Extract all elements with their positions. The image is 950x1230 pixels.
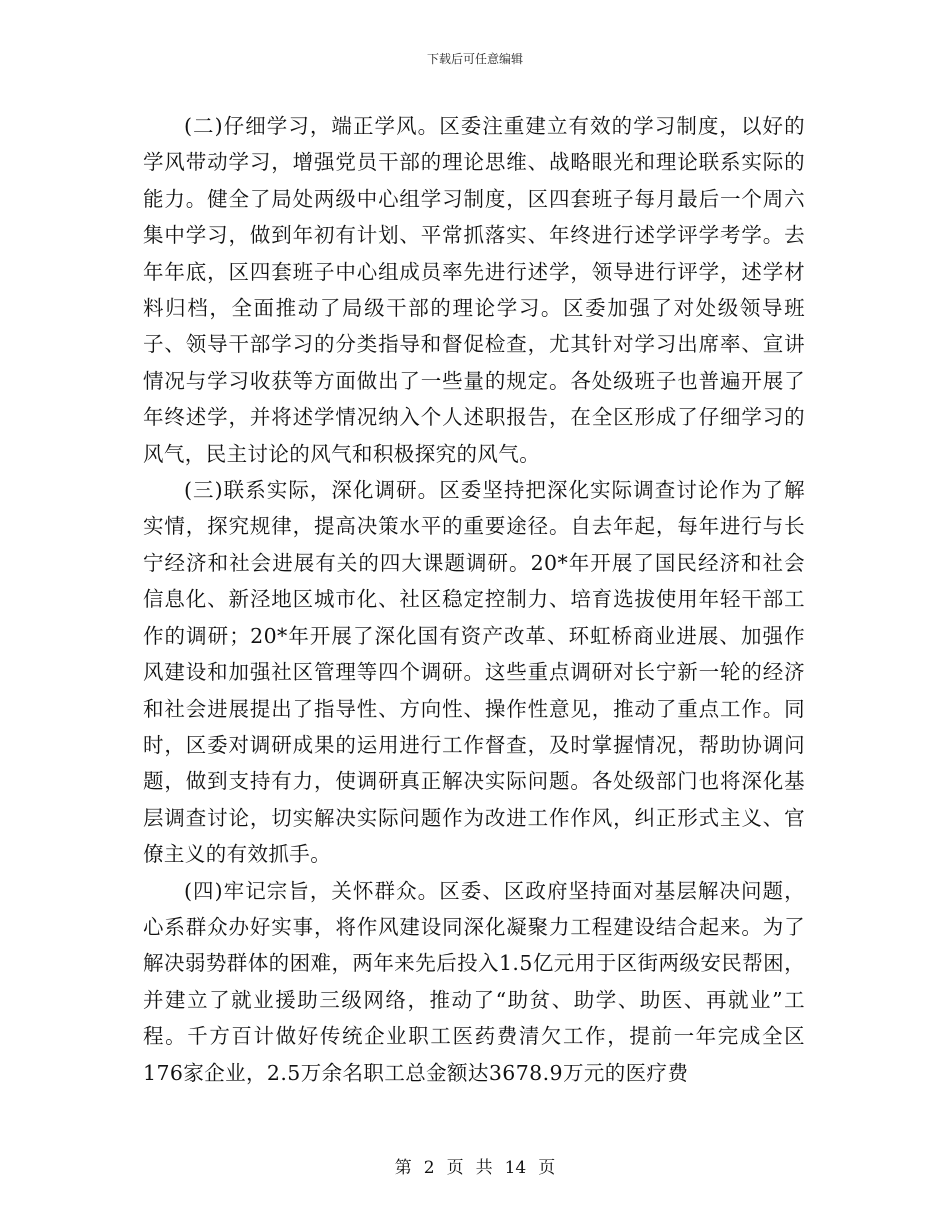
- paragraph-study: (二)仔细学习，端正学风。区委注重建立有效的学习制度，以好的学风带动学习，增强党员干部的理论思维、战略眼光和理论联系实际的能力。健全了局处两级中心组学习制度，区四套班子每月最后一个周六集中学习，做到年初有计划、平常抓落实、年终进行述学评学考学。去年年底，区四套班子中心组成员率先进行述学，领导进行评学，述学材料归档，全面推动了局级干部的理论学习。区委加强了对处级领导班子、领导干部学习的分类指导和督促检查，尤其针对学习出席率、宣讲情况与学习收获等方面做出了一些量的规定。各处级班子也普遍开展了年终述学，并将述学情况纳入个人述职报告，在全区形成了仔细学习的风气，民主讨论的风气和积极探究的风气。: [143, 114, 805, 466]
- page-unit: 页: [446, 1158, 464, 1178]
- total-prefix: 共: [475, 1158, 493, 1178]
- page-footer: [0, 1153, 950, 1178]
- current-page-number: 2: [423, 1158, 435, 1178]
- body-text: [143, 108, 805, 1091]
- paragraph-masses: (四)牢记宗旨，关怀群众。区委、区政府坚持面对基层解决问题，心系群众办好实事，将作风建设同深化凝聚力工程建设结合起来。为了解决弱势群体的困难，两年来先后投入1.5亿元用于区街两级安民帮困，并建立了就业援助三级网络，推动了“助贫、助学、助医、再就业”工程。千方百计做好传统企业职工医药费清欠工作，提前一年完成全区176家企业，2.5万余名职工总金额达3678.9万元的医疗费: [143, 878, 805, 1085]
- total-unit: 页: [538, 1158, 556, 1178]
- page-prefix: 第: [394, 1158, 412, 1178]
- header-note: 下载后可任意编辑: [426, 52, 523, 66]
- paragraph-research: (三)联系实际，深化调研。区委坚持把深化实际调查讨论作为了解实情，探究规律，提高决策水平的重要途径。自去年起，每年进行与长宁经济和社会进展有关的四大课题调研。20*年开展了国民经济和社会信息化、新泾地区城市化、社区稳定控制力、培育选拔使用年轻干部工作的调研；20*年开展了深化国有资产改革、环虹桥商业进展、加强作风建设和加强社区管理等四个调研。这些重点调研对长宁新一轮的经济和社会进展提出了指导性、方向性、操作性意见，推动了重点工作。同时，区委对调研成果的运用进行工作督查，及时掌握情况，帮助协调问题，做到支持有力，使调研真正解决实际问题。各处级部门也将深化基层调查讨论，切实解决实际问题作为改进工作作风，纠正形式主义、官僚主义的有效抓手。: [143, 478, 805, 867]
- total-page-number: 14: [504, 1158, 527, 1178]
